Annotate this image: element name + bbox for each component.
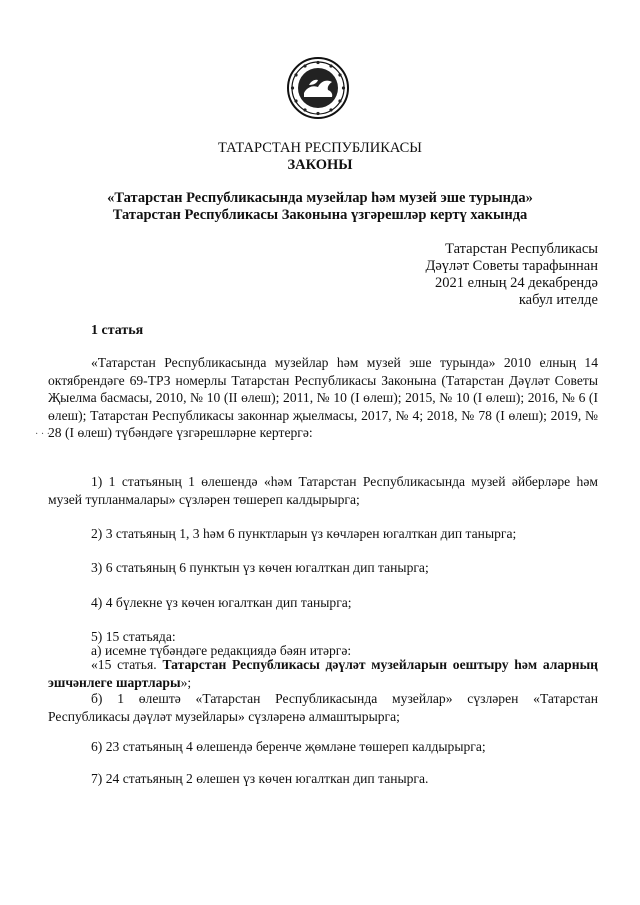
- quote-title: Татарстан Республикасы дәүләт музейларын оештыру һәм аларның эшчәнлеге шартлары: [48, 657, 599, 690]
- intro-paragraph: «Татарстан Республикасында музейлар һәм музей эше турында» 2010 елның 14 октябрендәге 69-ТРЗ номерлы Татарстан Республикасы Законына (Татарстан Дәүләт Советы Җыелма басмасы, 2010, № 10 (II өлеш); 2011, № 10 (I өлеш); 2015, № 10 (I өлеш); 2016, № 6 (I өлеш); Татарстан Республикасы законнар җыелмасы, 2017, № 4; 2018, № 78 (I өлеш); 2019, № 28 (I өлеш) түбәндәге үзгәрешләрне кертергә:: [48, 355, 598, 440]
- list-item-7: 7) 24 статьяның 2 өлешен үз көчен югалткан дип танырга.: [91, 771, 429, 786]
- list-item-5b: б) 1 өлештә «Татарстан Республикасында музейлар» сүзләрен «Татарстан Республикасы дәүләт музейлары» сүзләренә алмаштырырга;: [48, 691, 598, 724]
- adoption-line-4: кабул ителде: [518, 292, 598, 308]
- list-item-5-quote: [48, 656, 598, 691]
- list-item-5-heading: 5) 15 статьяда:: [91, 629, 176, 644]
- adoption-line-2: Дәүләт Советы тарафыннан: [425, 258, 598, 274]
- list-item-4: 4) 4 бүлекне үз көчен югалткан дип танырга;: [91, 595, 352, 610]
- list-item-3: 3) 6 статьяның 6 пунктын үз көчен югалткан дип танырга;: [91, 560, 429, 575]
- document-type: ЗАКОНЫ: [287, 157, 353, 173]
- adoption-line-3: 2021 елның 24 декабрендә: [434, 275, 598, 291]
- law-title-line-1: «Татарстан Республикасында музейлар һәм музей эше турында»: [107, 190, 533, 206]
- list-item-2: 2) 3 статьяның 1, 3 һәм 6 пунктларын үз көчләрен югалткан дип танырга;: [91, 526, 517, 541]
- margin-mark: · · ·: [35, 429, 50, 440]
- adoption-block: [425, 241, 598, 309]
- list-item-1: 1) 1 статьяның 1 өлешендә «һәм Татарстан Республикасында музей әйберләре һәм музей тупланмалары» сүзләрен төшереп калдырырга;: [48, 474, 598, 507]
- quote-prefix: «15 статья.: [91, 657, 157, 672]
- law-title-line-2: Татарстан Республикасы Законына үзгәрешләр кертү хакында: [112, 207, 528, 223]
- law-title: [0, 190, 640, 224]
- tatarstan-emblem-icon: [287, 57, 349, 119]
- adoption-line-1: Татарстан Республикасы: [445, 241, 598, 257]
- organization-name: ТАТАРСТАН РЕСПУБЛИКАСЫ: [218, 140, 422, 156]
- list-item-6: 6) 23 статьяның 4 өлешендә беренче җөмләне төшереп калдырырга;: [91, 739, 486, 754]
- quote-suffix: »;: [180, 674, 192, 690]
- list-item-5a: а) исемне түбәндәге редакциядә бәян итәргә:: [91, 643, 352, 658]
- article-heading: 1 статья: [91, 323, 144, 338]
